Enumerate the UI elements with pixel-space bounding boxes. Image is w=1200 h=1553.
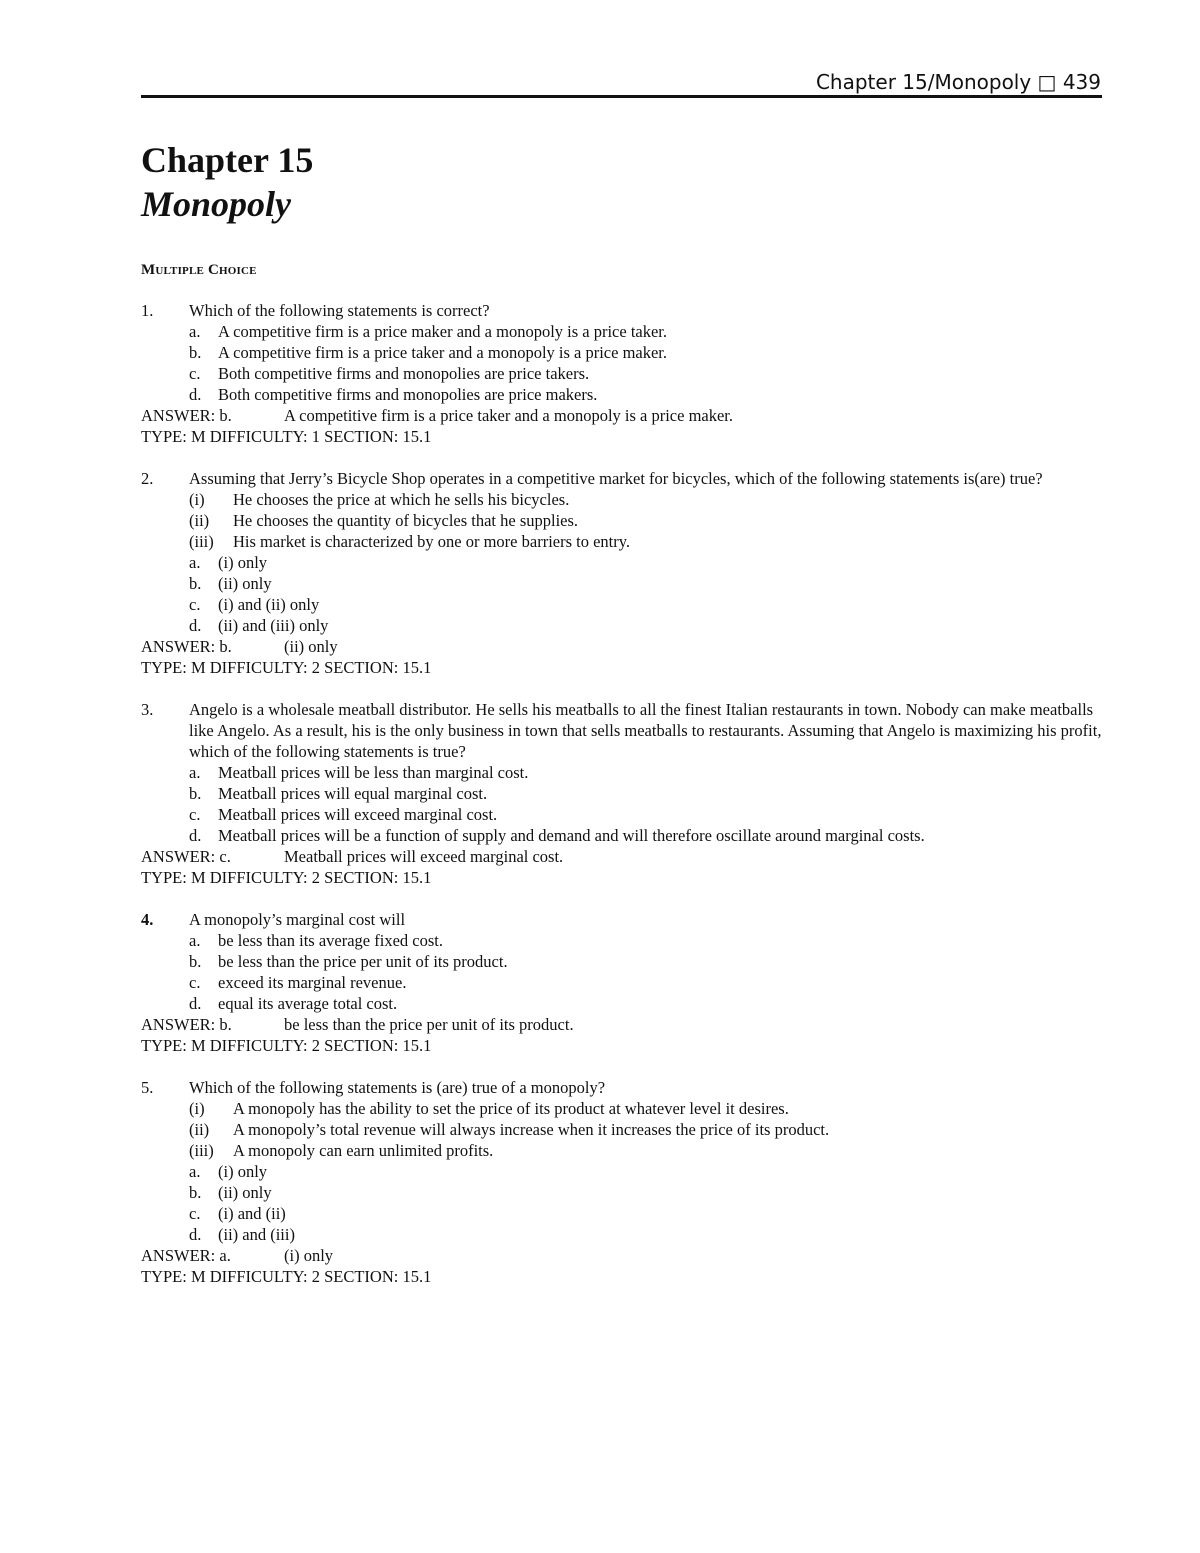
answer-key [141, 636, 1106, 657]
section-heading: Multiple Choice [141, 262, 257, 278]
question-stem-row [141, 699, 1106, 762]
option-letter: c. [189, 1204, 201, 1223]
question-stem-row [141, 468, 1106, 489]
option-letter: d. [189, 994, 202, 1013]
statement-text: He chooses the price at which he sells his bicycles. [233, 490, 570, 509]
option-text: Both competitive firms and monopolies are price takers. [218, 364, 590, 383]
question-stem-row [141, 909, 1106, 930]
option-letter: b. [189, 784, 202, 803]
statement-label: (iii) [189, 532, 214, 551]
answer-option [141, 783, 1106, 804]
answer-option [141, 552, 1106, 573]
question-stem: Assuming that Jerry’s Bicycle Shop operates in a competitive market for bicycles, which of the following statements is(are) true? [189, 469, 1043, 488]
option-letter: a. [189, 763, 201, 782]
answer-option [141, 363, 1106, 384]
answer-option [141, 594, 1106, 615]
statement-item [141, 1119, 1106, 1140]
option-text: exceed its marginal revenue. [218, 973, 407, 992]
question-item [141, 468, 1106, 678]
answer-label: ANSWER: a. [141, 1246, 231, 1265]
statement-item [141, 1140, 1106, 1161]
running-header: Chapter 15/Monopoly □ 439 [815, 70, 1101, 94]
answer-key [141, 846, 1106, 867]
answer-label: ANSWER: b. [141, 1015, 232, 1034]
option-text: Both competitive firms and monopolies are price makers. [218, 385, 598, 404]
question-number: 1. [141, 301, 154, 320]
statement-text: A monopoly’s total revenue will always increase when it increases the price of its product. [233, 1120, 830, 1139]
question-metadata: TYPE: M DIFFICULTY: 2 SECTION: 15.1 [141, 1036, 432, 1055]
option-letter: c. [189, 973, 201, 992]
statement-label: (iii) [189, 1141, 214, 1160]
option-letter: d. [189, 616, 202, 635]
answer-text: Meatball prices will exceed marginal cost. [284, 847, 564, 866]
header-rule [141, 95, 1102, 98]
question-stem: Angelo is a wholesale meatball distributor. He sells his meatballs to all the finest Italian restaurants in town. Nobody can make meatballs like Angelo. As a result, his is the only business in town that sells meatballs to restaurants. Assuming that Angelo is maximizing his profit, which of the following statements is true? [189, 700, 1102, 761]
question-metadata: TYPE: M DIFFICULTY: 2 SECTION: 15.1 [141, 658, 432, 677]
option-text: (i) only [218, 1162, 268, 1181]
option-text: (ii) and (iii) only [218, 616, 329, 635]
answer-option [141, 762, 1106, 783]
question-item [141, 1077, 1106, 1287]
option-text: (ii) only [218, 1183, 272, 1202]
answer-label: ANSWER: c. [141, 847, 231, 866]
option-letter: b. [189, 952, 202, 971]
statement-label: (ii) [189, 511, 210, 530]
statement-item [141, 510, 1106, 531]
option-letter: c. [189, 364, 201, 383]
answer-text: (i) only [284, 1246, 334, 1265]
answer-option [141, 1203, 1106, 1224]
option-text: (ii) only [218, 574, 272, 593]
question-item [141, 909, 1106, 1056]
answer-key [141, 1014, 1106, 1035]
statement-label: (i) [189, 490, 205, 509]
answer-option [141, 972, 1106, 993]
answer-option [141, 804, 1106, 825]
answer-text: be less than the price per unit of its product. [284, 1015, 574, 1034]
option-letter: b. [189, 343, 202, 362]
option-text: be less than the price per unit of its product. [218, 952, 508, 971]
question-stem-row [141, 1077, 1106, 1098]
answer-option [141, 825, 1106, 846]
answer-text: A competitive firm is a price taker and a monopoly is a price maker. [284, 406, 734, 425]
answer-label: ANSWER: b. [141, 637, 232, 656]
answer-option [141, 1161, 1106, 1182]
answer-option [141, 384, 1106, 405]
statement-item [141, 531, 1106, 552]
question-item [141, 699, 1106, 888]
answer-option [141, 993, 1106, 1014]
option-letter: a. [189, 553, 201, 572]
answer-text: (ii) only [284, 637, 338, 656]
question-metadata: TYPE: M DIFFICULTY: 1 SECTION: 15.1 [141, 427, 432, 446]
question-list [141, 300, 1106, 1308]
option-text: (i) only [218, 553, 268, 572]
answer-key [141, 1245, 1106, 1266]
option-text: (i) and (ii) only [218, 595, 320, 614]
question-number: 4. [141, 910, 154, 929]
statement-text: A monopoly can earn unlimited profits. [233, 1141, 494, 1160]
option-letter: d. [189, 1225, 202, 1244]
question-stem: Which of the following statements is correct? [189, 301, 490, 320]
answer-option [141, 342, 1106, 363]
option-text: (i) and (ii) [218, 1204, 286, 1223]
chapter-title: Chapter 15 [141, 140, 314, 180]
answer-option [141, 1224, 1106, 1245]
option-text: A competitive firm is a price taker and a monopoly is a price maker. [218, 343, 668, 362]
option-text: Meatball prices will equal marginal cost. [218, 784, 488, 803]
option-letter: a. [189, 1162, 201, 1181]
option-text: A competitive firm is a price maker and a monopoly is a price taker. [218, 322, 668, 341]
question-number: 2. [141, 469, 154, 488]
answer-option [141, 573, 1106, 594]
option-text: be less than its average fixed cost. [218, 931, 443, 950]
statement-item [141, 1098, 1106, 1119]
question-stem-row [141, 300, 1106, 321]
option-text: Meatball prices will be less than marginal cost. [218, 763, 529, 782]
question-stem: Which of the following statements is (are) true of a monopoly? [189, 1078, 606, 1097]
option-text: Meatball prices will be a function of supply and demand and will therefore oscillate around marginal costs. [218, 826, 925, 845]
option-letter: b. [189, 574, 202, 593]
question-stem: A monopoly’s marginal cost will [189, 910, 406, 929]
statement-text: A monopoly has the ability to set the price of its product at whatever level it desires. [233, 1099, 789, 1118]
statement-label: (i) [189, 1099, 205, 1118]
option-letter: a. [189, 322, 201, 341]
answer-key [141, 405, 1106, 426]
option-letter: a. [189, 931, 201, 950]
option-text: equal its average total cost. [218, 994, 398, 1013]
question-metadata: TYPE: M DIFFICULTY: 2 SECTION: 15.1 [141, 1267, 432, 1286]
option-text: Meatball prices will exceed marginal cost. [218, 805, 498, 824]
chapter-subtitle: Monopoly [141, 184, 292, 224]
answer-option [141, 615, 1106, 636]
answer-option [141, 951, 1106, 972]
option-letter: d. [189, 826, 202, 845]
answer-option [141, 321, 1106, 342]
answer-label: ANSWER: b. [141, 406, 232, 425]
option-letter: c. [189, 595, 201, 614]
statement-item [141, 489, 1106, 510]
option-letter: c. [189, 805, 201, 824]
option-letter: d. [189, 385, 202, 404]
option-text: (ii) and (iii) [218, 1225, 295, 1244]
statement-text: He chooses the quantity of bicycles that he supplies. [233, 511, 579, 530]
question-number: 3. [141, 700, 154, 719]
question-metadata: TYPE: M DIFFICULTY: 2 SECTION: 15.1 [141, 868, 432, 887]
statement-label: (ii) [189, 1120, 210, 1139]
question-number: 5. [141, 1078, 154, 1097]
statement-text: His market is characterized by one or more barriers to entry. [233, 532, 631, 551]
answer-option [141, 930, 1106, 951]
option-letter: b. [189, 1183, 202, 1202]
answer-option [141, 1182, 1106, 1203]
question-item [141, 300, 1106, 447]
